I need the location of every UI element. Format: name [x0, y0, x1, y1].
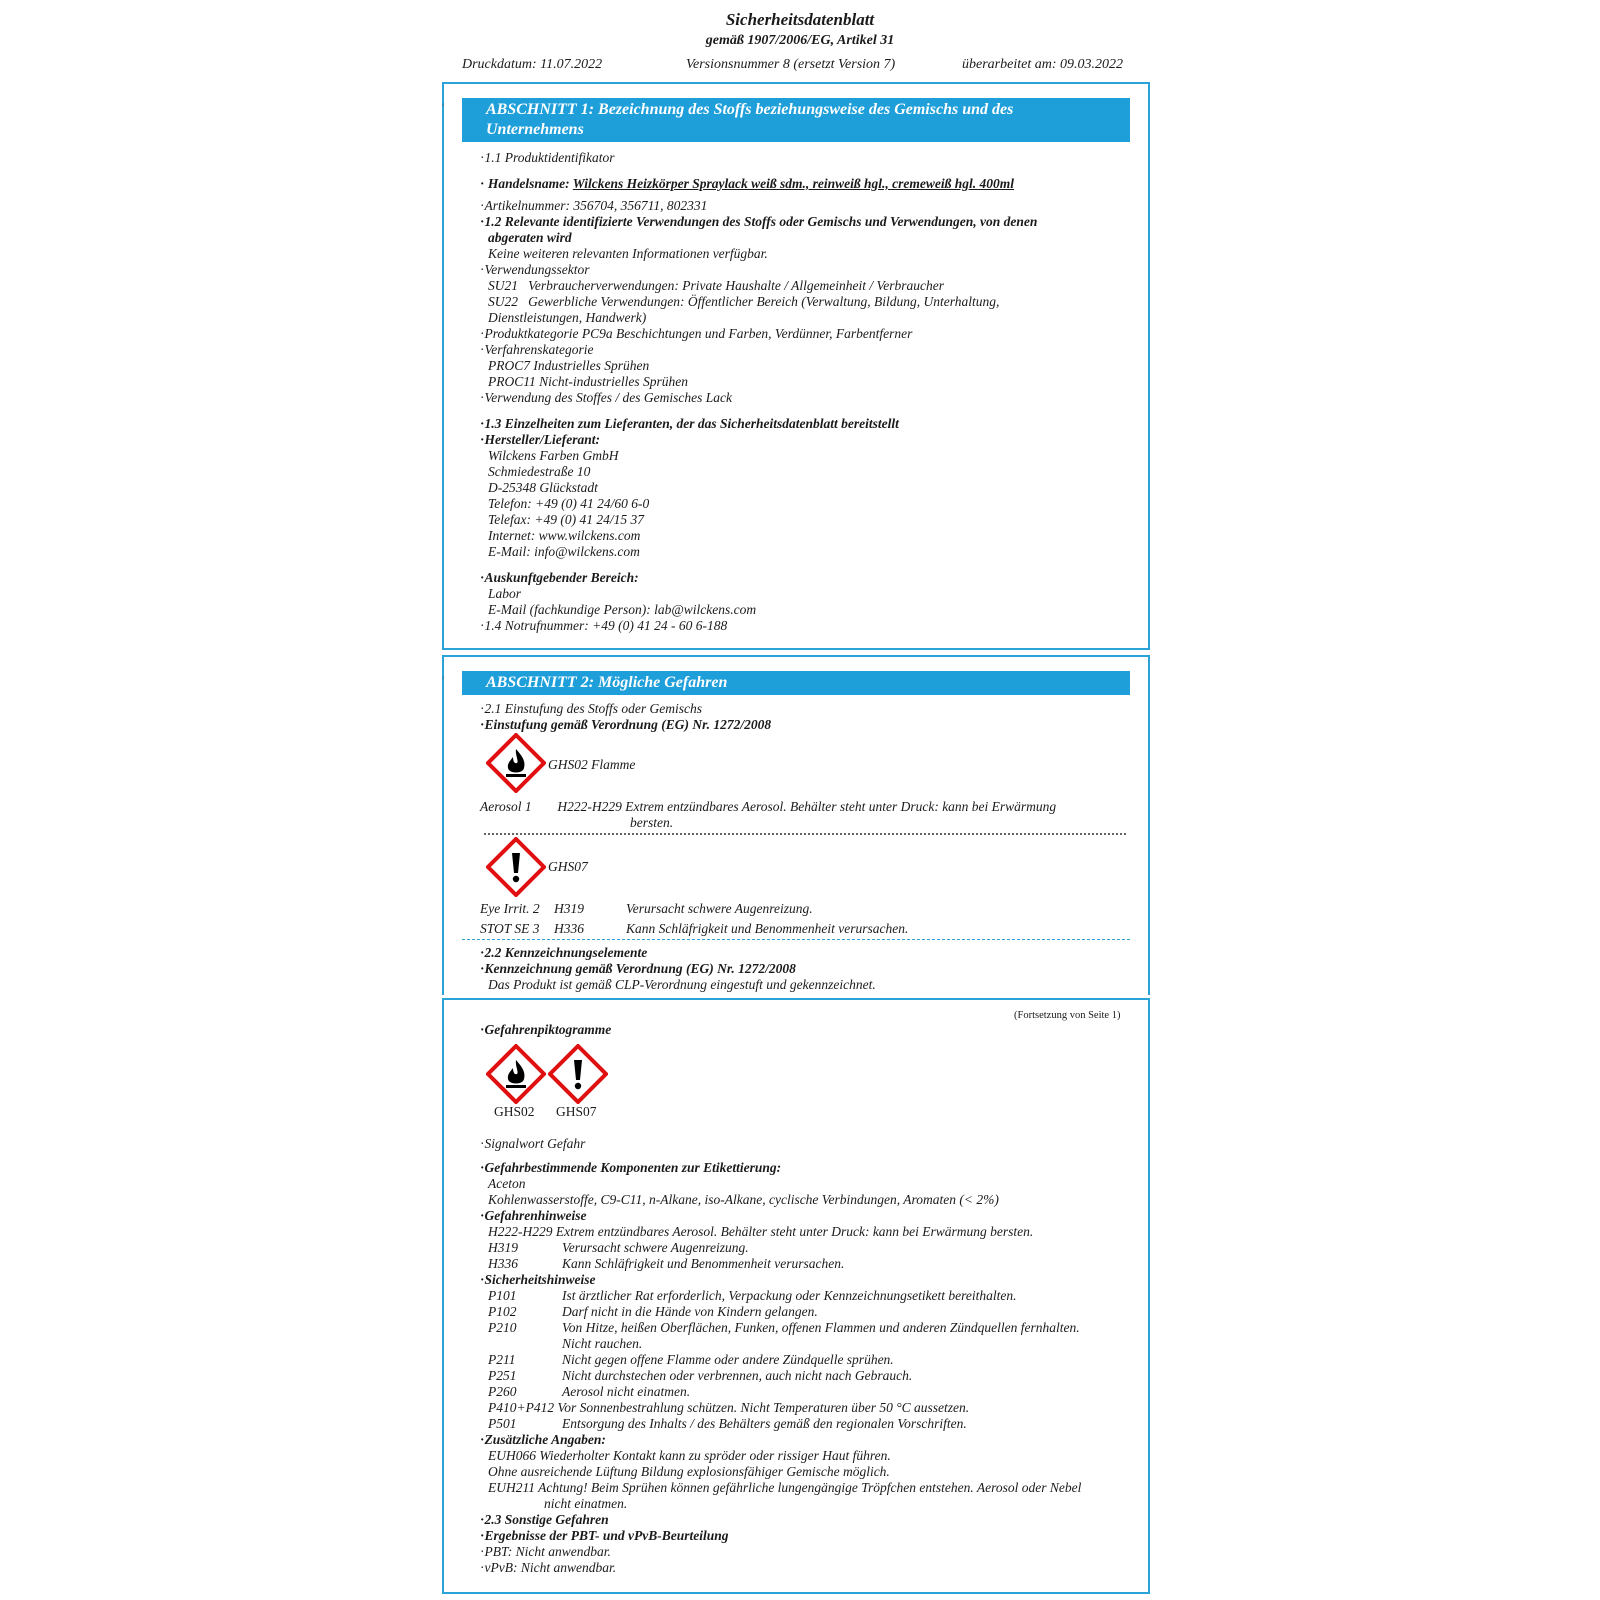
proc11: PROC11 Nicht-industrielles Sprühen [488, 374, 688, 389]
page-mark: ‹ [442, 673, 445, 682]
document-title: Sicherheitsdatenblatt [725, 10, 875, 29]
pictograms-label: · Gefahrenpiktogramme [480, 1022, 611, 1038]
precaution-row [488, 1288, 1017, 1304]
product-category: · Produktkategorie PC9a Beschichtungen und Farben, Verdünner, Farbentferner [480, 326, 912, 342]
info-department-label: · Auskunftgebender Bereich: [480, 570, 639, 586]
trade-name: Wilckens Heizkörper Spraylack weiß sdm., reinweiß hgl., cremeweiß hgl. 400ml [572, 176, 1015, 191]
precaution-text: Nicht rauchen. [562, 1336, 643, 1351]
product-identifier: · 1.1 Produktidentifikator [480, 150, 614, 166]
precaution-text: Darf nicht in die Hände von Kindern gelangen. [562, 1304, 818, 1319]
section-1-banner [462, 98, 1130, 142]
hazard-text: Verursacht schwere Augenreizung. [562, 1240, 749, 1255]
section-2-continued-panel [442, 998, 1150, 1594]
su21-row [488, 278, 944, 294]
precaution-row [488, 1400, 969, 1416]
document-subtitle: gemäß 1907/2006/EG, Artikel 31 [705, 33, 895, 48]
company-fax: Telefax: +49 (0) 41 24/15 37 [488, 512, 644, 527]
precaution-text: Nicht durchstechen oder verbrennen, auch nicht nach Gebrauch. [562, 1368, 913, 1383]
su21-text: Verbraucherverwendungen: Private Haushalte / Allgemeinheit / Verbraucher [528, 278, 945, 293]
additional-info-label: · Zusätzliche Angaben: [480, 1432, 606, 1448]
label-elements-heading: · 2.2 Kennzeichnungselemente [480, 945, 647, 961]
precaution-code: P101 [488, 1288, 517, 1303]
ghs07-exclamation-icon [548, 1044, 608, 1104]
dotted-divider [484, 833, 1126, 835]
hazard-row [488, 1240, 749, 1256]
precaution-row [488, 1352, 894, 1368]
precaution-code: P410+P412 [488, 1400, 555, 1415]
classification-heading: · 2.1 Einstufung des Stoffs oder Gemischs [480, 701, 702, 717]
precaution-row [488, 1368, 912, 1384]
company-street: Schmiedestraße 10 [488, 464, 591, 479]
revision-date: überarbeitet am: 09.03.2022 [962, 57, 1123, 72]
section-1-title-line2: Unternehmens [486, 121, 584, 138]
manufacturer-label: · Hersteller/Lieferant: [480, 432, 600, 448]
section-2-banner [462, 671, 1130, 695]
hazard-code: H336 [488, 1256, 518, 1271]
su22-text-cont: Dienstleistungen, Handwerk) [488, 310, 647, 325]
trade-name-row [480, 176, 1014, 192]
use-of-substance: · Verwendung des Stoffes / des Gemisches Lack [480, 390, 732, 406]
vpvb-result: · vPvB: Nicht anwendbar. [480, 1560, 616, 1576]
hazard-text: Extrem entzündbares Aerosol. Behälter steht unter Druck: kann bei Erwärmung bersten. [555, 1224, 1034, 1239]
hazard-code: H319 [488, 1240, 518, 1255]
info-department: Labor [488, 586, 522, 601]
company-email: E-Mail: info@wilckens.com [488, 544, 640, 559]
eye-irrit-row [480, 901, 813, 917]
precaution-code: P260 [488, 1384, 517, 1399]
hazard-text: Kann Schläfrigkeit und Benommenheit verursachen. [562, 1256, 845, 1271]
precaution-row [488, 1320, 1080, 1336]
page-mark: ‹ [442, 100, 445, 109]
section-1-panel [442, 82, 1150, 650]
precaution-row [488, 1336, 642, 1352]
precaution-text: Ist ärztlicher Rat erforderlich, Verpackung oder Kennzeichnungsetikett bereithalten. [562, 1288, 1017, 1303]
aerosol-code: H222-H229 [557, 799, 622, 814]
emergency-number: · 1.4 Notrufnummer: +49 (0) 41 24 - 60 6-188 [480, 618, 727, 634]
picto1-label: GHS02 [494, 1104, 535, 1119]
sector-label: · Verwendungssektor [480, 262, 590, 278]
hazard-statements-label: · Gefahrenhinweise [480, 1208, 587, 1224]
precaution-text: Nicht gegen offene Flamme oder andere Zündquelle sprühen. [562, 1352, 894, 1367]
company-city: D-25348 Glückstadt [488, 480, 598, 495]
aerosol-text: Extrem entzündbares Aerosol. Behälter steht unter Druck: kann bei Erwärmung [625, 799, 1057, 814]
section-2-title: ABSCHNITT 2: Mögliche Gefahren [486, 674, 728, 691]
components-label: · Gefahrbestimmende Komponenten zur Etikettierung: [480, 1160, 781, 1176]
section-1-title-line1: ABSCHNITT 1: Bezeichnung des Stoffs beziehungsweise des Gemischs und des [486, 101, 1014, 118]
precaution-code: P211 [488, 1352, 516, 1367]
supplier-details-heading: · 1.3 Einzelheiten zum Lieferanten, der das Sicherheitsdatenblatt bereitstellt [480, 416, 899, 432]
dashed-divider [462, 939, 1130, 940]
su22-row [488, 294, 999, 310]
pbt-result: · PBT: Nicht anwendbar. [480, 1544, 611, 1560]
ghs07-exclamation-icon [486, 837, 546, 897]
ghs02-flame-icon [486, 1044, 546, 1104]
signal-word: · Signalwort Gefahr [480, 1136, 585, 1152]
euh211-cont: nicht einatmen. [544, 1496, 628, 1511]
precaution-row [488, 1384, 690, 1400]
su22-text: Gewerbliche Verwendungen: Öffentlicher Bereich (Verwaltung, Bildung, Unterhaltung, [528, 294, 1000, 309]
other-hazards-heading: · 2.3 Sonstige Gefahren [480, 1512, 609, 1528]
stot-class: STOT SE 3 [480, 921, 540, 936]
precaution-code: P102 [488, 1304, 517, 1319]
precaution-code: P210 [488, 1320, 517, 1335]
eye-class: Eye Irrit. 2 [480, 901, 540, 916]
ghs02-flame-icon [486, 733, 546, 793]
continuation-note: (Fortsetzung von Seite 1) [1014, 1010, 1121, 1021]
stot-row [480, 921, 908, 937]
euh066: EUH066 Wiederholter Kontakt kann zu spröder oder rissiger Haut führen. [488, 1448, 891, 1463]
precaution-row [488, 1304, 818, 1320]
component-hydrocarbons: Kohlenwasserstoffe, C9-C11, n-Alkane, iso-Alkane, cyclische Verbindungen, Aromaten (< 2%) [488, 1192, 999, 1207]
precautionary-statements-label: · Sicherheitshinweise [480, 1272, 596, 1288]
no-info-text: Keine weiteren relevanten Informationen verfügbar. [488, 246, 768, 261]
company-name: Wilckens Farben GmbH [488, 448, 619, 463]
aerosol-text-cont: bersten. [630, 815, 674, 830]
precaution-code: P251 [488, 1368, 517, 1383]
precaution-code: P501 [488, 1416, 517, 1431]
picto2-label: GHS07 [556, 1104, 597, 1119]
eye-text: Verursacht schwere Augenreizung. [626, 901, 813, 916]
precaution-text: Von Hitze, heißen Oberflächen, Funken, offenen Flammen und anderen Zündquellen fernhalten. [562, 1320, 1080, 1335]
su22-code: SU22 [488, 294, 518, 309]
clp-note: Das Produkt ist gemäß CLP-Verordnung eingestuft und gekennzeichnet. [488, 977, 876, 992]
pbt-assessment-label: · Ergebnisse der PBT- und vPvB-Beurteilung [480, 1528, 729, 1544]
hazard-row [488, 1224, 1033, 1240]
print-date: Druckdatum: 11.07.2022 [462, 57, 603, 72]
aerosol-class: Aerosol 1 [480, 799, 532, 814]
uses-heading-line1: · 1.2 Relevante identifizierte Verwendungen des Stoffs oder Gemischs und Verwendungen, von denen [480, 214, 1037, 230]
ghs02-label: GHS02 Flamme [548, 757, 636, 772]
proc7: PROC7 Industrielles Sprühen [488, 358, 650, 373]
precaution-text: Vor Sonnenbestrahlung schützen. Nicht Temperaturen über 50 °C aussetzen. [557, 1400, 970, 1415]
aerosol-row [480, 799, 1056, 815]
version-number: Versionsnummer 8 (ersetzt Version 7) [686, 57, 896, 72]
company-website: Internet: www.wilckens.com [488, 528, 641, 543]
precaution-text: Entsorgung des Inhalts / des Behälters gemäß den regionalen Vorschriften. [562, 1416, 967, 1431]
euh211: EUH211 Achtung! Beim Sprühen können gefährliche lungengängige Tröpfchen entstehen. Aerosol oder Nebel [488, 1480, 1082, 1495]
trade-name-label: Handelsname: [487, 176, 570, 191]
hazard-code: H222-H229 [488, 1224, 553, 1239]
uses-heading-line2: abgeraten wird [488, 230, 572, 245]
ghs07-label: GHS07 [548, 859, 588, 874]
hazard-row [488, 1256, 844, 1272]
company-phone: Telefon: +49 (0) 41 24/60 6-0 [488, 496, 650, 511]
stot-text: Kann Schläfrigkeit und Benommenheit verursachen. [626, 921, 909, 936]
process-category: · Verfahrenskategorie [480, 342, 593, 358]
expert-email: E-Mail (fachkundige Person): lab@wilckens.com [488, 602, 757, 617]
su21-code: SU21 [488, 278, 518, 293]
label-regulation: · Kennzeichnung gemäß Verordnung (EG) Nr. 1272/2008 [480, 961, 796, 977]
classification-regulation: · Einstufung gemäß Verordnung (EG) Nr. 1272/2008 [480, 717, 771, 733]
component-aceton: Aceton [488, 1176, 526, 1191]
precaution-row [488, 1416, 967, 1432]
stot-code: H336 [554, 921, 584, 936]
article-number: · Artikelnummer: 356704, 356711, 802331 [480, 198, 707, 214]
ventilation-note: Ohne ausreichende Lüftung Bildung explosionsfähiger Gemische möglich. [488, 1464, 890, 1479]
precaution-text: Aerosol nicht einatmen. [562, 1384, 691, 1399]
eye-code: H319 [554, 901, 584, 916]
section-2-panel [442, 655, 1150, 995]
